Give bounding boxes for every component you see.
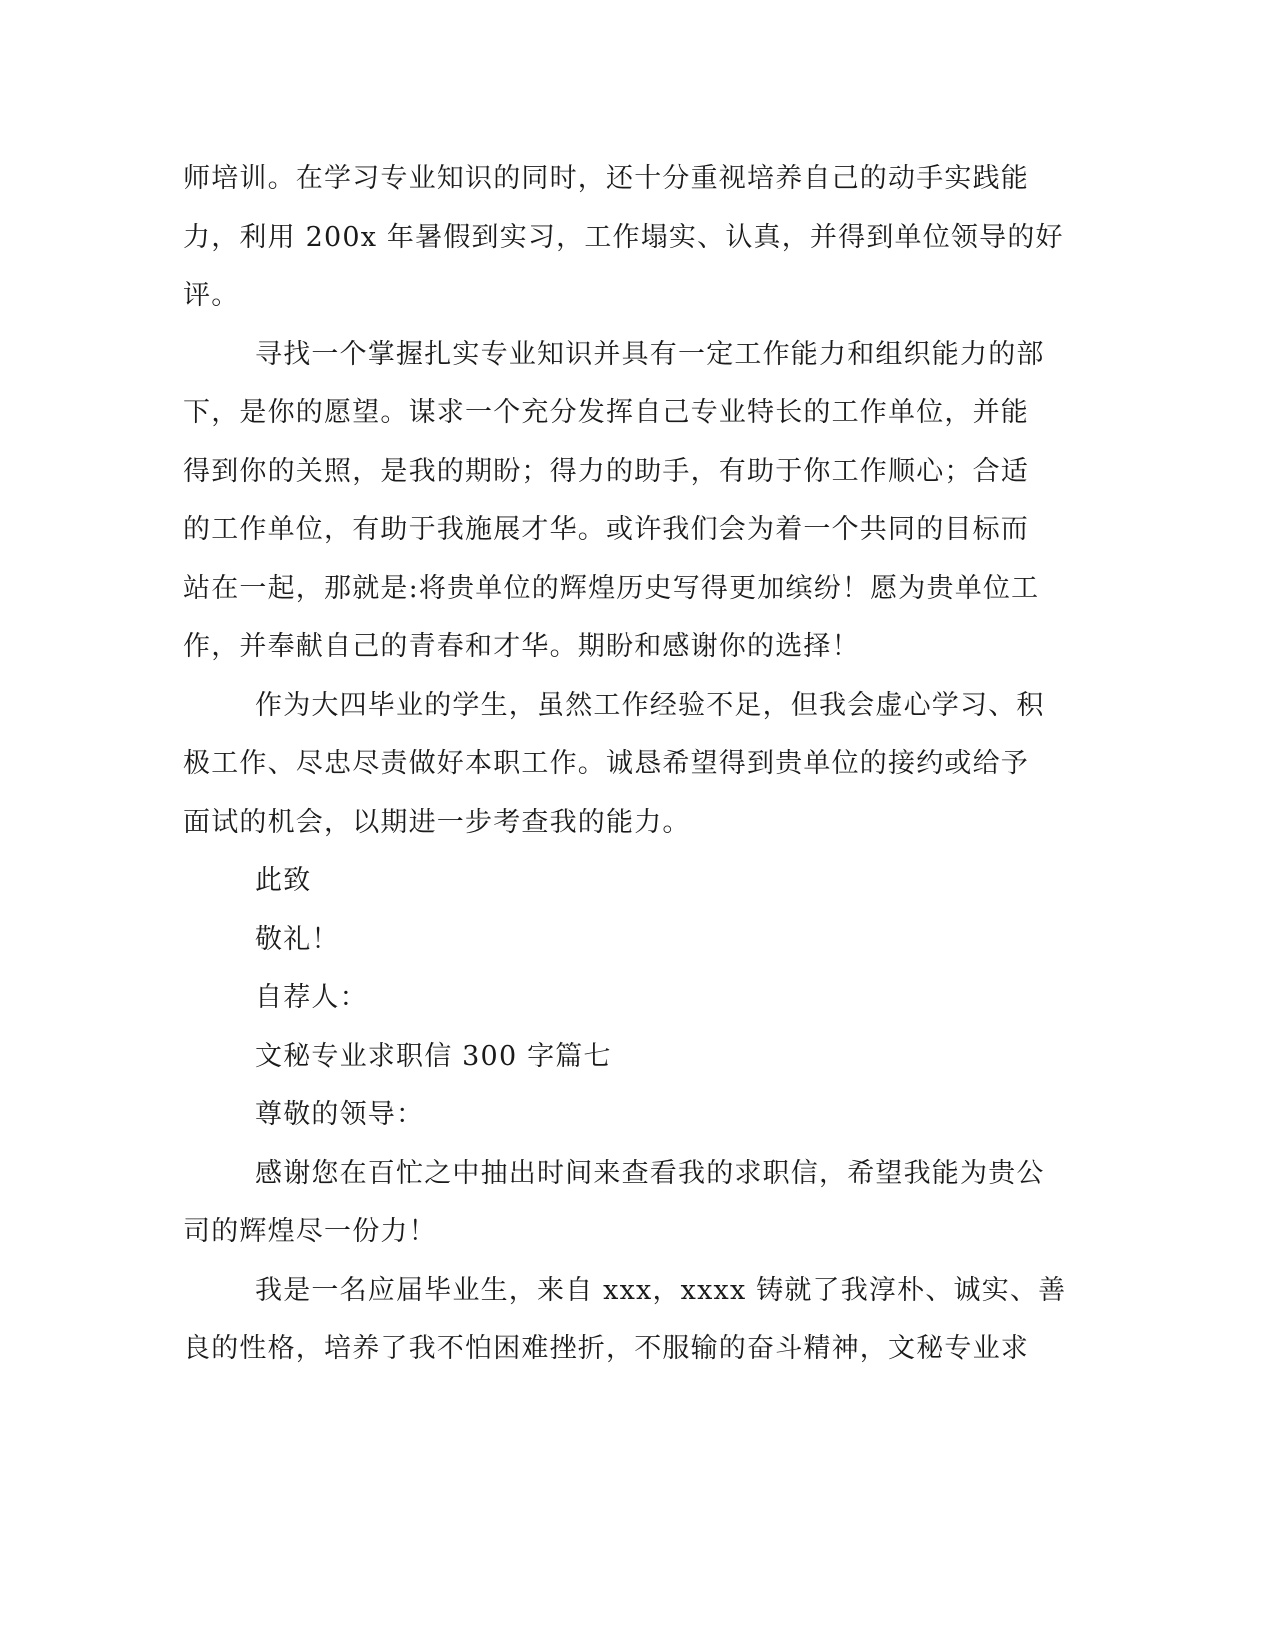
letter-body <box>183 150 1067 1379</box>
text-line: 作，并奉献自己的青春和才华。期盼和感谢你的选择！ <box>183 631 860 662</box>
signature-label: 自荐人： <box>255 982 368 1013</box>
text-line: 站在一起，那就是:将贵单位的辉煌历史写得更加缤纷！愿为贵单位工 <box>183 572 1040 604</box>
closing-regards: 敬礼！ <box>255 923 340 955</box>
text-line: 作为大四毕业的学生，虽然工作经验不足，但我会虚心学习、积 <box>255 689 1045 721</box>
text-line: 我是一名应届毕业生，来自 xxx，xxxx 铸就了我淳朴、诚实、善 <box>255 1274 1067 1306</box>
text-line: 极工作、尽忠尽责做好本职工作。诚恳希望得到贵单位的接约或给予 <box>183 748 1029 779</box>
text-line: 寻找一个掌握扎实专业知识并具有一定工作能力和组织能力的部 <box>255 338 1045 370</box>
closing-salutation: 此致 <box>255 865 312 896</box>
text-line: 力，利用 200x 年暑假到实习，工作塌实、认真，并得到单位领导的好 <box>183 221 1064 253</box>
greeting: 尊敬的领导： <box>255 1099 425 1130</box>
text-line: 面试的机会，以期进一步考查我的能力。 <box>183 806 691 838</box>
text-line: 评。 <box>183 280 240 311</box>
text-line: 感谢您在百忙之中抽出时间来查看我的求职信，希望我能为贵公 <box>255 1157 1045 1189</box>
text-line: 得到你的关照，是我的期盼；得力的助手，有助于你工作顺心；合适 <box>183 455 1029 487</box>
text-line: 的工作单位，有助于我施展才华。或许我们会为着一个共同的目标而 <box>183 514 1029 545</box>
text-line: 下，是你的愿望。谋求一个充分发挥自己专业特长的工作单位，并能 <box>183 397 1029 428</box>
text-line: 良的性格，培养了我不怕困难挫折，不服输的奋斗精神，文秘专业求 <box>183 1333 1029 1364</box>
text-line: 师培训。在学习专业知识的同时，还十分重视培养自己的动手实践能 <box>183 163 1029 194</box>
section-heading: 文秘专业求职信 300 字篇七 <box>255 1040 612 1072</box>
text-line: 司的辉煌尽一份力！ <box>183 1216 437 1247</box>
